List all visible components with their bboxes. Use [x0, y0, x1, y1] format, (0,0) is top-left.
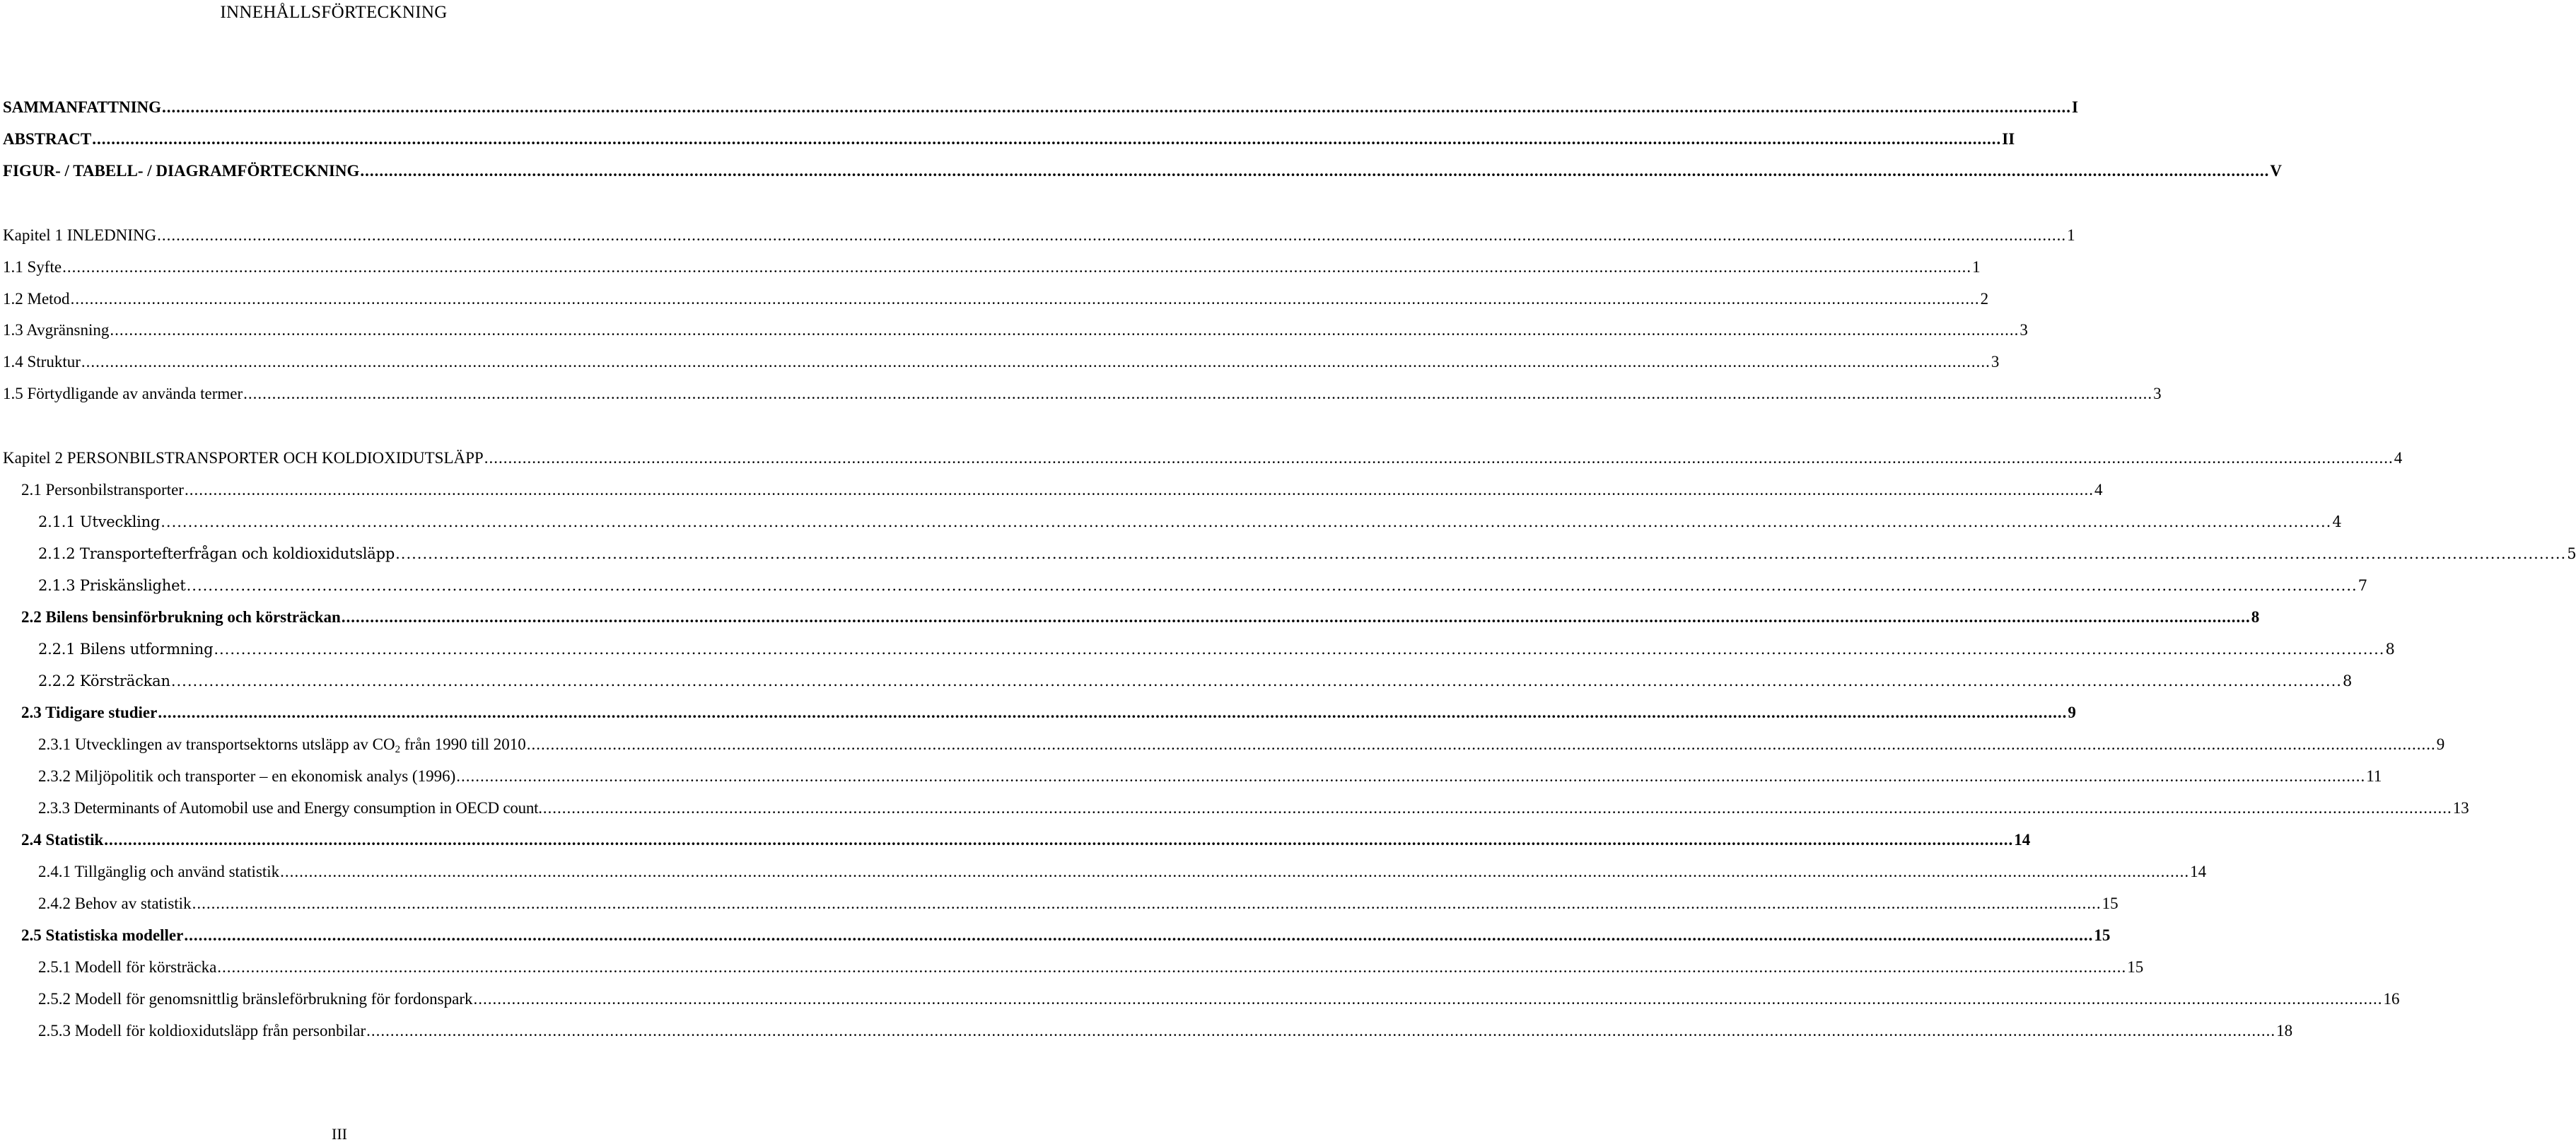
toc-entry-page: 13: [2452, 799, 2469, 817]
toc-entry-label: ABSTRACT: [3, 130, 92, 148]
toc-entry-1-3[interactable]: [3, 320, 2028, 341]
toc-entry-kapitel-2[interactable]: [3, 448, 2403, 469]
toc-dot-leader: ................................................................................................................................................................................................................................................................................................................................................................................................................: [184, 481, 2094, 499]
toc-entry-page: 18: [2276, 1022, 2293, 1040]
toc-entry-label: 2.5 Statistiska modeller: [21, 926, 184, 944]
toc-entry-label: 1.5 Förtydligande av använda termer: [3, 385, 243, 402]
toc-dot-leader: ................................................................................................................................................................................................................................................................................................................................................................................................................: [526, 735, 2436, 753]
toc-entry-page: 8: [2385, 641, 2395, 658]
toc-entry-page: 16: [2383, 990, 2400, 1008]
toc-entry-2-1-2[interactable]: [38, 543, 2576, 564]
toc-dot-leader: ................................................................................................................................................................................................................................................................................................................................................................................................................: [366, 1022, 2276, 1040]
toc-dot-leader: ................................................................................................................................................................................................................................................................................................................................................................................................................: [110, 321, 2020, 339]
toc-entry-label: 2.2 Bilens bensinförbrukning och körsträckan: [21, 608, 341, 626]
toc-entry-page: 3: [1991, 353, 2000, 371]
toc-dot-leader: ................................................................................................................................................................................................................................................................................................................................................................................................................: [184, 926, 2094, 944]
toc-entry-label: 2.3.3 Determinants of Automobil use and Energy consumption in OECD count.: [38, 799, 542, 817]
toc-entry-label: 2.3.2 Miljöpolitik och transporter – en ekonomisk analys (1996): [38, 767, 456, 785]
toc-entry-label: 1.3 Avgränsning: [3, 321, 110, 339]
toc-entry-2-2-1[interactable]: [38, 639, 2395, 660]
toc-entry-label: 2.1.1 Utveckling: [38, 513, 161, 530]
toc-dot-leader: ................................................................................................................................................................................................................................................................................................................................................................................................................: [192, 895, 2102, 912]
toc-dot-leader: ................................................................................................................................................................................................................................................................................................................................................................................................................: [456, 767, 2366, 785]
toc-entry-2-3-1[interactable]: [38, 734, 2445, 755]
toc-entry-page: 8: [2251, 608, 2260, 626]
toc-entry-page: 9: [2436, 735, 2445, 753]
toc-entry-label: 1.4 Struktur: [3, 353, 81, 371]
toc-dot-leader: ................................................................................................................................................................................................................................................................................................................................................................................................................: [542, 799, 2452, 817]
toc-entry-2-3-3[interactable]: [38, 798, 2469, 819]
toc-entry-page: 9: [2068, 704, 2076, 721]
toc-entry-label: 2.5.2 Modell för genomsnittlig bränsleförbrukning för fordonspark: [38, 990, 473, 1008]
toc-dot-leader: ................................................................................................................................................................................................................................................................................................................................................................................................................: [62, 258, 1972, 276]
toc-entry-label-text-end: från 1990 till 2010: [400, 735, 526, 753]
toc-entry-page: 14: [2190, 863, 2207, 880]
toc-entry-label: 2.1.3 Priskänslighet: [38, 577, 186, 594]
toc-entry-2-5-2[interactable]: [38, 989, 2400, 1010]
toc-entry-page: 1: [1972, 258, 1981, 276]
toc-entry-page: 4: [2394, 449, 2403, 467]
toc-entry-1-5[interactable]: [3, 383, 2162, 404]
toc-dot-leader: ................................................................................................................................................................................................................................................................................................................................................................................................................: [170, 673, 2342, 689]
toc-entry-page: 15: [2127, 958, 2144, 976]
toc-entry-page: 1: [2067, 226, 2075, 244]
toc-entry-page: 15: [2102, 895, 2119, 912]
toc-dot-leader: ................................................................................................................................................................................................................................................................................................................................................................................................................: [473, 990, 2383, 1008]
toc-dot-leader: ................................................................................................................................................................................................................................................................................................................................................................................................................: [157, 226, 2067, 244]
toc-entry-2-5[interactable]: [21, 925, 2111, 946]
toc-entry-1-2[interactable]: [3, 289, 1989, 310]
toc-entry-2-4-1[interactable]: [38, 861, 2207, 883]
toc-entry-sammanfattning[interactable]: [3, 97, 2078, 118]
toc-dot-leader: ................................................................................................................................................................................................................................................................................................................................................................................................................: [217, 958, 2127, 976]
toc-entry-label: 2.4.2 Behov av statistik: [38, 895, 192, 912]
toc-entry-2-1[interactable]: [21, 479, 2103, 501]
toc-entry-label: 2.5.3 Modell för koldioxidutsläpp från personbilar: [38, 1022, 366, 1040]
toc-entry-label: 2.1 Personbilstransporter: [21, 481, 184, 499]
toc-entry-label: 2.4 Statistik: [21, 831, 104, 849]
toc-entry-page: II: [2002, 130, 2015, 148]
toc-dot-leader: ................................................................................................................................................................................................................................................................................................................................................................................................................: [158, 704, 2068, 721]
toc-entry-2-1-1[interactable]: [38, 511, 2342, 532]
toc-dot-leader: ................................................................................................................................................................................................................................................................................................................................................................................................................: [360, 162, 2270, 180]
toc-dot-leader: ................................................................................................................................................................................................................................................................................................................................................................................................................: [92, 130, 2002, 148]
toc-entry-2-3-2[interactable]: [38, 766, 2382, 787]
toc-entry-label: 2.1.2 Transportefterfrågan och koldioxidutsläpp: [38, 545, 395, 562]
toc-entry-label: Kapitel 2 PERSONBILSTRANSPORTER OCH KOLDIOXIDUTSLÄPP: [3, 449, 484, 467]
toc-dot-leader: ................................................................................................................................................................................................................................................................................................................................................................................................................: [280, 863, 2190, 880]
toc-entry-1-4[interactable]: [3, 351, 2000, 373]
toc-entry-label: 2.3 Tidigare studier: [21, 704, 158, 721]
toc-entry-label: SAMMANFATTNING: [3, 98, 162, 116]
toc-dot-leader: ................................................................................................................................................................................................................................................................................................................................................................................................................: [214, 641, 2385, 658]
toc-dot-leader: ................................................................................................................................................................................................................................................................................................................................................................................................................: [341, 608, 2251, 626]
toc-entry-figurforteckning[interactable]: [3, 161, 2282, 182]
toc-entry-page: 2: [1980, 290, 1989, 308]
toc-entry-1-1[interactable]: [3, 257, 1981, 278]
toc-entry-label: 1.1 Syfte: [3, 258, 62, 276]
toc-entry-page: V: [2270, 162, 2282, 180]
toc-entry-page: 11: [2366, 767, 2382, 785]
toc-entry-label: 1.2 Metod: [3, 290, 70, 308]
toc-entry-page: 8: [2342, 673, 2353, 689]
toc-entry-2-4-2[interactable]: [38, 893, 2119, 914]
toc-entry-page: 14: [2014, 831, 2031, 849]
toc-entry-label: 2.4.1 Tillgänglig och använd statistik: [38, 863, 280, 880]
toc-entry-label: FIGUR- / TABELL- / DIAGRAMFÖRTECKNING: [3, 162, 360, 180]
toc-entry-abstract[interactable]: [3, 129, 2015, 150]
toc-entry-2-5-1[interactable]: [38, 957, 2144, 978]
toc-entry-label: 2.2.1 Bilens utformning: [38, 641, 214, 658]
toc-dot-leader: ................................................................................................................................................................................................................................................................................................................................................................................................................: [395, 545, 2567, 562]
toc-entry-page: 4: [2094, 481, 2103, 499]
toc-entry-page: 15: [2094, 926, 2111, 944]
toc-entry-label-text: 2.3.1 Utvecklingen av transportsektorns utsläpp av CO: [38, 735, 395, 753]
toc-dot-leader: ................................................................................................................................................................................................................................................................................................................................................................................................................: [162, 98, 2072, 116]
toc-entry-2-4[interactable]: [21, 829, 2031, 851]
toc-entry-2-3[interactable]: [21, 702, 2076, 723]
toc-dot-leader: ................................................................................................................................................................................................................................................................................................................................................................................................................: [81, 353, 1991, 371]
page-number: III: [332, 1125, 347, 1143]
toc-entry-label: 2.2.2 Körsträckan: [38, 673, 170, 689]
toc-dot-leader: ................................................................................................................................................................................................................................................................................................................................................................................................................: [161, 513, 2332, 530]
toc-dot-leader: ................................................................................................................................................................................................................................................................................................................................................................................................................: [70, 290, 1980, 308]
toc-entry-page: 3: [2153, 385, 2162, 402]
toc-entry-2-2[interactable]: [21, 607, 2260, 628]
toc-entry-label: [38, 734, 526, 755]
toc-entry-2-2-2[interactable]: [38, 670, 2353, 692]
toc-dot-leader: ................................................................................................................................................................................................................................................................................................................................................................................................................: [243, 385, 2153, 402]
toc-entry-kapitel-1[interactable]: [3, 225, 2075, 246]
toc-dot-leader: ................................................................................................................................................................................................................................................................................................................................................................................................................: [484, 449, 2394, 467]
page-title: INNEHÅLLSFÖRTECKNING: [220, 3, 448, 22]
toc-entry-label: Kapitel 1 INLEDNING: [3, 226, 157, 244]
toc-dot-leader: ................................................................................................................................................................................................................................................................................................................................................................................................................: [186, 577, 2358, 594]
toc-entry-page: 4: [2332, 513, 2342, 530]
toc-entry-page: 3: [2020, 321, 2028, 339]
toc-entry-page: 7: [2358, 577, 2367, 594]
toc-entry-label: 2.5.1 Modell för körsträcka: [38, 958, 217, 976]
subscript-2: 2: [395, 744, 401, 755]
toc-entry-page: 5: [2567, 545, 2576, 562]
toc-entry-2-5-3[interactable]: [38, 1020, 2293, 1042]
toc-dot-leader: ................................................................................................................................................................................................................................................................................................................................................................................................................: [104, 831, 2014, 849]
toc-entry-page: I: [2072, 98, 2078, 116]
toc-entry-2-1-3[interactable]: [38, 575, 2367, 596]
